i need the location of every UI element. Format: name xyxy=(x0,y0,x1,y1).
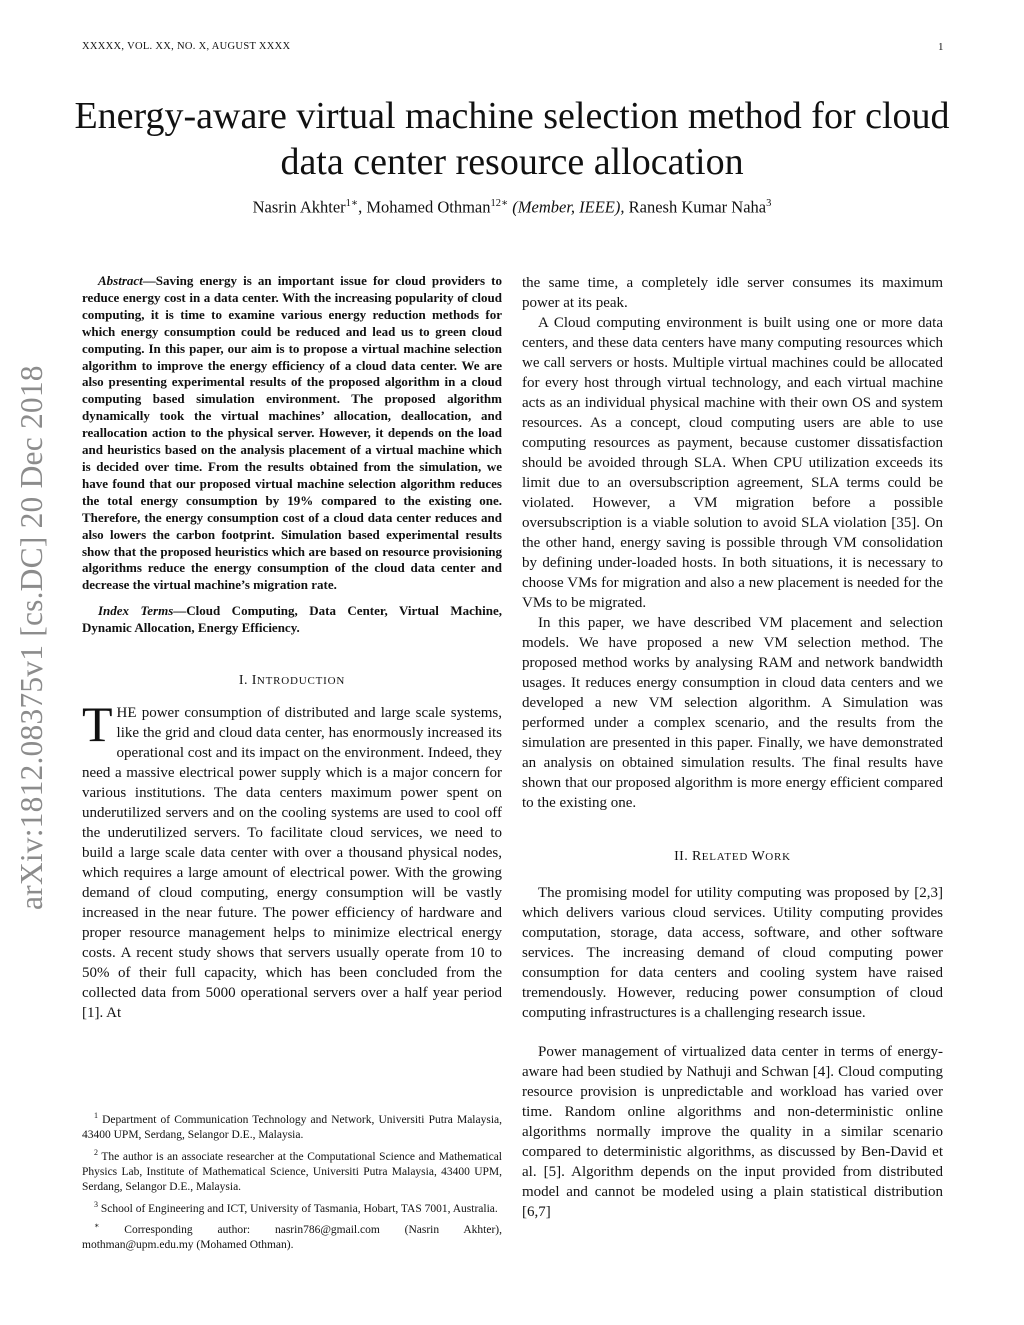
section-title-smallcaps: NTRODUCTION xyxy=(256,675,346,688)
arxiv-identifier-stamp: arXiv:1812.08375v1 [cs.DC] 20 Dec 2018 xyxy=(14,365,49,910)
index-terms-text: —Cloud Computing, Data Center, Virtual Machine, Dynamic Allocation, Energy Efficiency. xyxy=(82,603,502,636)
section-numeral: I. xyxy=(238,673,252,689)
intro-paragraph-1 xyxy=(82,696,502,1023)
author-name: Mohamed Othman xyxy=(366,197,491,217)
intro-first-word: HE xyxy=(116,705,137,722)
author-affiliation-mark: 1∗ xyxy=(345,198,359,209)
index-terms xyxy=(82,603,502,637)
footnote-mark: 2 xyxy=(94,1147,98,1157)
footnote xyxy=(82,1108,502,1143)
intro-paragraph-1-text: power consumption of distributed and large scale systems, like the grid and cloud data center, has enormously increased its operational cost and its impact on the environment. Indeed, they need a massive electrical power supply which is a major concern for various institutions. The data centers maximum power spent on underutilized servers and on the cooling systems are used to cool off the underutilized servers. To facilitate cloud services, we need to build a large scale data center with over a thousand physical nodes, which requires a large amount of electrical power. With the growing demand of cloud computing, energy consumption will be vastly increased in the near future. The power efficiency of hardware and proper resource management helps to minimize electrical energy costs. A recent study shows that servers usually operate from 10 to 50% of their full capacity, which has been concluded from the collected data from 5000 operational servers over a half year period [1]. At xyxy=(82,705,502,1022)
author-affiliation-mark: 12∗ xyxy=(490,198,509,209)
footnote xyxy=(82,1218,502,1253)
author-affiliation-mark: 3 xyxy=(766,198,772,209)
related-work-paragraph-1: The promising model for utility computing was proposed by [2,3] which delivers various cloud services. Utility computing provides computation, storage, data access, software, and other software services. The increasing demand of cloud computing power consumption for data centers and cooling system have raised tremendously. However, reducing power consumption of cloud computing infrastructures is a challenging research issue. xyxy=(522,885,943,1021)
author-name: Nasrin Akhter xyxy=(252,197,346,217)
abstract-text: —Saving energy is an important issue for cloud providers to reduce energy cost in a data center. With the increasing popularity of cloud computing, it is time to examine various energy reduction methods for which energy consumption could be reduced and lead us to green cloud computing. In this paper, our aim is to propose a virtual machine selection algorithm to improve the energy efficiency of a cloud data center. We are also presenting experimental results of the proposed algorithm in a cloud computing based simulation environment. The proposed algorithm dynamically took the virtual machines’ allocation, deallocation, and reallocation action to the physical server. However, it depends on the load and heuristics based on the analysis placement of a virtual machine which is decided over time. From the results obtained from the simulation, we have found that our proposed virtual machine selection algorithm reduces the total energy consumption by 19% compared to the existing one. Therefore, the energy consumption cost of a cloud data center reduces and also lowers the carbon footprint. Simulation based experimental results show that the proposed heuristics which are based on resource provisioning algorithms reduce the energy consumption of the cloud data center and decrease the virtual machine’s migration rate. xyxy=(82,273,502,593)
section-title-initial: W xyxy=(751,849,766,864)
author-separator: , xyxy=(358,197,367,217)
running-head: XXXXX, VOL. XX, NO. X, AUGUST XXXX xyxy=(82,41,291,52)
intro-paragraph-2: A Cloud computing environment is built using one or more data centers, and these data centers have many computing resources which we call servers or hosts. Multiple virtual machines could be allocated for every host through virtual technology, and each virtual machine acts as an individual physical machine with their own OS and system resources. As a concept, cloud computing users are able to use computing resources as payment, because customer dissatisfaction should be avoided through SLA. When CPU utilization exceeds its limit due to an oversubscription agreement, SLA terms could be violated. However, a VM migration before a possible oversubscription is a viable solution to avoid SLA violation [35]. On the other hand, energy saving is possible through VM consolidation by defining under-loaded hosts. In both situations, it is necessary to choose VMs for migration and also a new placement is needed for the VMs to be migrated. xyxy=(522,315,943,611)
index-terms-label: Index Terms xyxy=(98,603,174,619)
footnote xyxy=(82,1145,502,1195)
right-column xyxy=(522,273,943,1222)
section-heading-introduction xyxy=(82,673,502,689)
section-heading-related-work xyxy=(522,849,943,865)
footnote-text: Department of Communication Technology and Network, Universiti Putra Malaysia, 43400 UPM, Serdang, Selangor D.E., Malaysia. xyxy=(82,1113,502,1141)
page-number: 1 xyxy=(938,41,944,53)
footnotes xyxy=(82,1108,502,1255)
author-line xyxy=(60,197,964,218)
footnote-mark: ∗ xyxy=(94,1221,100,1231)
left-column xyxy=(82,273,502,1023)
footnote-text: The author is an associate researcher at the Computational Science and Mathematical Physics Lab, Institute of Mathematical Science, Universiti Putra Malaysia, 43400 UPM, Serdang, Selangor D.E., Malaysia. xyxy=(82,1150,502,1193)
footnote-text: Corresponding author: nasrin786@gmail.com (Nasrin Akhter), mothman@upm.edu.my (Mohamed Othman). xyxy=(82,1224,502,1252)
section-title-smallcaps: ORK xyxy=(765,851,791,863)
footnote xyxy=(82,1197,502,1217)
related-work-paragraph-2: Power management of virtualized data center in terms of energy-aware had been studied by Nathuji and Schwan [4]. Cloud computing resource provision is unpredictable and workload has varied over time. Random online algorithms and non-deterministic online algorithms normally improve the quality in a similar scenario compared to deterministic algorithms, as discussed by Ben-David et al. [5]. Algorithm depends on the input provided from distributed model and cannot be modeled using a plain statistical distribution [6,7] xyxy=(522,1044,943,1220)
intro-paragraph-3: In this paper, we have described VM placement and selection models. We have proposed a new VM selection method. The proposed method works by analysing RAM and network bandwidth usages. It reduces energy consumption in cloud data centers and we developed a new VM selection algorithm. A Simulation was performed under a complex scenario, and the results from the simulation are presented in this paper. Finally, we have demonstrated an analysis on obtained simulation results. The final results have shown that our proposed algorithm is more energy efficient compared to the existing one. xyxy=(522,615,943,811)
author-membership-note: (Member, IEEE), xyxy=(508,197,625,217)
footnote-text: School of Engineering and ICT, University of Tasmania, Hobart, TAS 7001, Australia. xyxy=(98,1202,498,1215)
paper-title: Energy-aware virtual machine selection method for cloud data center resource allocation xyxy=(74,95,950,183)
author-name: Ranesh Kumar Naha xyxy=(628,197,767,217)
intro-paragraph-1-continued: the same time, a completely idle server consumes its maximum power at its peak. xyxy=(522,275,943,311)
footnote-mark: 3 xyxy=(94,1199,98,1209)
abstract xyxy=(82,273,502,594)
abstract-label: Abstract xyxy=(98,273,143,288)
section-title-initial: I xyxy=(251,673,257,689)
section-numeral: II. xyxy=(674,849,693,864)
section-title-initial: R xyxy=(692,849,702,864)
drop-cap: T xyxy=(82,696,113,753)
section-title-smallcaps: ELATED xyxy=(701,851,752,863)
footnote-mark: 1 xyxy=(94,1111,98,1120)
